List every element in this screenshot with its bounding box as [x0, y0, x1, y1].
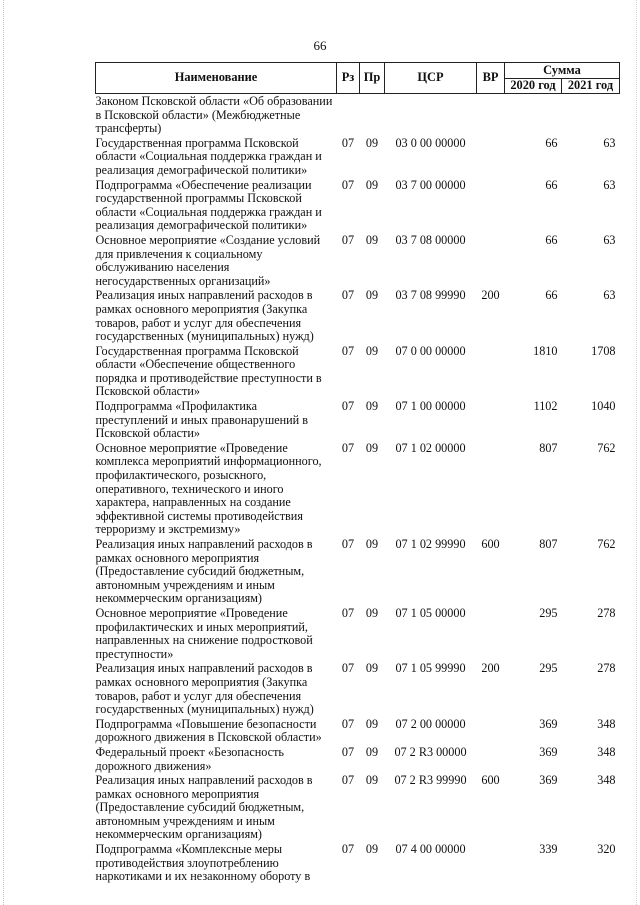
cell-pr: 09 [365, 661, 379, 676]
cell-vr: 200 [481, 288, 500, 303]
cell-vr: 600 [481, 773, 500, 788]
cell-csr: 07 1 00 00000 [395, 399, 466, 414]
cell-name: Реализация иных направлений расходов в рамках основного мероприятия (Предоставление субсидий бюджетным, автономным учреждениям и иным некоммерческим организациям) [95, 773, 313, 842]
cell-name: Основное мероприятие «Создание условий для привлечения к социальному обслуживанию населения негосударственных организаций» [95, 232, 321, 288]
cell-sum-2021: 762 [597, 440, 616, 455]
cell-rz: 07 [341, 605, 355, 620]
cell-csr: 07 1 02 00000 [395, 440, 466, 455]
cell-sum-2020: 1810 [533, 343, 558, 358]
header-csr: ЦСР [385, 63, 477, 94]
table-header [96, 63, 620, 94]
table-row [96, 607, 620, 662]
cell-rz: 07 [341, 232, 355, 247]
cell-pr: 09 [365, 605, 379, 620]
table-row [96, 843, 620, 885]
cell-sum-2021: 348 [597, 773, 616, 788]
cell-sum-2021: 348 [597, 716, 616, 731]
cell-sum-2021: 63 [603, 135, 616, 150]
cell-name: Основное мероприятие «Проведение профилактических и иных мероприятий, направленных на снижение подростковой преступности» [95, 605, 313, 661]
cell-csr [385, 94, 477, 137]
cell-pr: 09 [365, 537, 379, 551]
cell-rz: 07 [341, 773, 355, 788]
cell-vr [477, 137, 505, 179]
cell-name: Подпрограмма «Комплексные меры противодействия злоупотреблению наркотиками и их незаконному обороту в [95, 842, 311, 884]
cell-vr [477, 179, 505, 234]
cell-vr: 200 [481, 661, 500, 676]
cell-name: Основное мероприятие «Проведение комплекса мероприятий информационного, профилактического, розыскного, оперативного, технического и иного характера, направленных на создание эффективной системы противодействия терроризму и экстремизму» [95, 440, 322, 537]
cell-sum-2021 [562, 94, 620, 137]
table-row [96, 345, 620, 400]
header-rz: Рз [337, 63, 360, 94]
cell-sum-2021: 63 [603, 288, 616, 303]
cell-vr [477, 843, 505, 885]
cell-csr: 07 0 00 00000 [395, 343, 466, 358]
cell-rz [337, 94, 360, 137]
cell-sum-2020: 807 [539, 537, 558, 551]
cell-csr: 07 2 00 00000 [395, 716, 466, 731]
table-row [96, 746, 620, 774]
cell-vr [477, 400, 505, 442]
cell-rz: 07 [341, 135, 355, 150]
table-row [96, 94, 620, 137]
table-row [96, 662, 620, 717]
cell-csr: 03 0 00 00000 [395, 135, 466, 150]
cell-rz: 07 [341, 288, 355, 303]
table-row [96, 718, 620, 746]
cell-csr: 03 7 00 00000 [395, 177, 466, 192]
cell-rz: 07 [341, 440, 355, 455]
scan-edge-right [636, 0, 637, 905]
cell-sum-2020: 66 [545, 232, 558, 247]
cell-sum-2020: 66 [545, 288, 558, 303]
budget-table-container [95, 62, 619, 885]
cell-name: Федеральный проект «Безопасность дорожного движения» [95, 744, 284, 773]
cell-rz: 07 [341, 343, 355, 358]
cell-rz: 07 [341, 661, 355, 676]
cell-sum-2021: 1040 [591, 399, 616, 414]
cell-rz: 07 [341, 537, 355, 551]
cell-rz: 07 [341, 716, 355, 731]
cell-name: Законом Псковской области «Об образовании в Псковской области» (Межбюджетные трансферты) [95, 94, 333, 136]
cell-rz: 07 [341, 177, 355, 192]
cell-csr: 03 7 08 00000 [395, 232, 466, 247]
cell-name: Реализация иных направлений расходов в рамках основного мероприятия (Предоставление субсидий бюджетным, автономным учреждениям и иным некоммерческим организациям) [95, 537, 313, 606]
header-sum: Сумма [505, 63, 620, 79]
cell-name: Государственная программа Псковской области «Обеспечение общественного порядка и противодействие преступности в Псковской области» [95, 343, 322, 399]
cell-vr [477, 234, 505, 289]
cell-csr: 07 1 05 99990 [395, 661, 466, 676]
cell-pr: 09 [365, 399, 379, 414]
cell-sum-2021: 762 [597, 537, 616, 551]
cell-sum-2021: 1708 [591, 343, 616, 358]
cell-name: Реализация иных направлений расходов в рамках основного мероприятия (Закупка товаров, работ и услуг для обеспечения государственных (муниципальных) нужд) [95, 288, 314, 344]
cell-csr: 07 1 02 99990 [395, 537, 466, 551]
table-row [96, 774, 620, 843]
cell-csr: 07 4 00 00000 [395, 842, 466, 857]
cell-vr: 600 [481, 537, 500, 551]
table-row [96, 442, 620, 538]
table-row [96, 400, 620, 442]
cell-rz: 07 [341, 842, 355, 857]
cell-sum-2020: 66 [545, 177, 558, 192]
cell-vr [477, 746, 505, 774]
cell-name: Подпрограмма «Обеспечение реализации государственной программы Псковской области «Социальная поддержка граждан и реализация демографической политики» [95, 177, 322, 233]
cell-sum-2020: 295 [539, 661, 558, 676]
cell-sum-2020: 295 [539, 605, 558, 620]
cell-sum-2020: 369 [539, 744, 558, 759]
cell-csr: 07 1 05 00000 [395, 605, 466, 620]
cell-name: Государственная программа Псковской области «Социальная поддержка граждан и реализация демографической политики» [95, 135, 322, 177]
table-row [96, 538, 620, 607]
cell-pr: 09 [365, 232, 379, 247]
cell-vr [477, 718, 505, 746]
cell-sum-2020 [505, 94, 562, 137]
cell-csr: 07 2 R3 00000 [394, 744, 467, 759]
cell-name: Подпрограмма «Профилактика преступлений и иных правонарушений в Псковской области» [95, 399, 308, 441]
cell-pr: 09 [365, 288, 379, 303]
cell-pr: 09 [365, 744, 379, 759]
cell-sum-2020: 369 [539, 716, 558, 731]
cell-rz: 07 [341, 399, 355, 414]
cell-pr: 09 [365, 773, 379, 788]
cell-pr: 09 [365, 842, 379, 857]
cell-pr: 09 [365, 343, 379, 358]
cell-vr [477, 345, 505, 400]
cell-sum-2021: 320 [597, 842, 616, 857]
cell-pr: 09 [365, 440, 379, 455]
cell-rz: 07 [341, 744, 355, 759]
scan-edge-left [3, 0, 4, 905]
table-row [96, 234, 620, 289]
cell-sum-2021: 348 [597, 744, 616, 759]
cell-pr: 09 [365, 716, 379, 731]
cell-vr [477, 94, 505, 137]
page-number: 66 [313, 38, 327, 53]
cell-sum-2020: 1102 [533, 399, 558, 414]
cell-vr [477, 442, 505, 538]
table-body [96, 94, 620, 885]
cell-pr: 09 [365, 135, 379, 150]
cell-sum-2020: 66 [545, 135, 558, 150]
cell-csr: 07 2 R3 99990 [394, 773, 467, 788]
cell-pr [360, 94, 385, 137]
header-vr: ВР [477, 63, 505, 94]
cell-csr: 03 7 08 99990 [395, 288, 466, 303]
header-year-2020: 2020 год [505, 79, 562, 94]
cell-sum-2020: 339 [539, 842, 558, 857]
cell-sum-2020: 807 [539, 440, 558, 455]
cell-sum-2021: 278 [597, 605, 616, 620]
header-year-2021: 2021 год [562, 79, 620, 94]
table-row [96, 179, 620, 234]
cell-sum-2021: 63 [603, 177, 616, 192]
budget-table [95, 62, 620, 885]
table-row [96, 289, 620, 344]
cell-sum-2021: 278 [597, 661, 616, 676]
table-row [96, 137, 620, 179]
header-name: Наименование [96, 63, 337, 94]
cell-name: Реализация иных направлений расходов в рамках основного мероприятия (Закупка товаров, работ и услуг для обеспечения государственных (муниципальных) нужд) [95, 661, 314, 717]
header-pr: Пр [360, 63, 385, 94]
cell-sum-2020: 369 [539, 773, 558, 788]
cell-pr: 09 [365, 177, 379, 192]
cell-name: Подпрограмма «Повышение безопасности дорожного движения в Псковской области» [95, 716, 322, 745]
cell-vr [477, 607, 505, 662]
cell-sum-2021: 63 [603, 232, 616, 247]
